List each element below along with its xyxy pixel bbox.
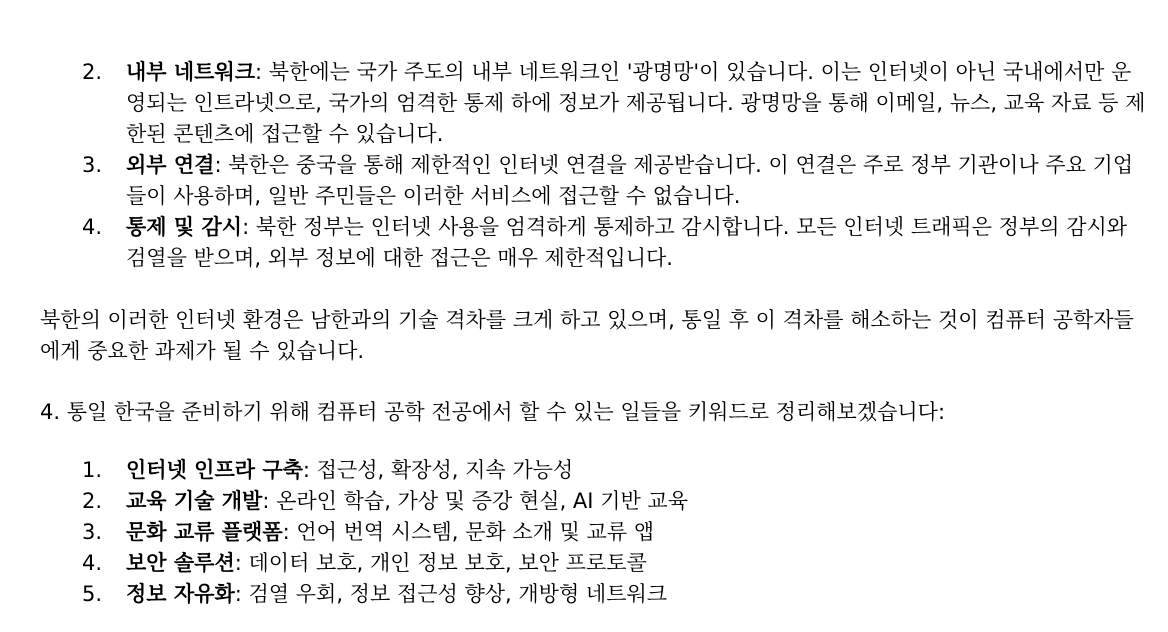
list-term: 보안 솔루션 [126, 551, 235, 575]
summary-paragraph: 북한의 이러한 인터넷 환경은 남한과의 기술 격차를 크게 하고 있으며, 통일 후 이 격차를 해소하는 것이 컴퓨터 공학자들에게 중요한 과제가 될 수 있습니다. [40, 308, 1134, 363]
list-number: 2. [82, 489, 103, 513]
list-number: 5. [82, 582, 103, 606]
list-text: : 데이터 보호, 개인 정보 보호, 보안 프로토콜 [234, 551, 647, 575]
list-term: 내부 네트워크 [126, 60, 256, 84]
list-term: 외부 연결 [126, 153, 215, 177]
list-number: 1. [82, 458, 103, 482]
list-number: 2. [82, 60, 103, 84]
list-number: 3. [82, 520, 103, 544]
list-term: 정보 자유화 [126, 582, 235, 606]
list-number: 4. [82, 215, 103, 239]
keyword-list [0, 455, 1168, 610]
list-item [0, 548, 1168, 579]
list-text: : 언어 번역 시스템, 문화 소개 및 교류 앱 [282, 520, 655, 544]
list-text: : 북한은 중국을 통해 제한적인 인터넷 연결을 제공받습니다. 이 연결은 주로 정부 기관이나 주요 기업들이 사용하며, 일반 주민들은 이러한 서비스에 접근할 수 없습니다. [126, 153, 1134, 208]
list-text: : 온라인 학습, 가상 및 증강 현실, AI 기반 교육 [262, 489, 688, 513]
list-text: : 검열 우회, 정보 접근성 향상, 개방형 네트워크 [234, 582, 668, 606]
list-text: : 접근성, 확장성, 지속 가능성 [302, 458, 574, 482]
list-text: : 북한 정부는 인터넷 사용을 엄격하게 통제하고 감시합니다. 모든 인터넷 트래픽은 정부의 감시와 검열을 받으며, 외부 정보에 대한 접근은 매우 제한적입니다. [126, 215, 1128, 270]
list-number: 4. [82, 551, 103, 575]
list-term: 문화 교류 플랫폼 [126, 520, 283, 544]
list-item [0, 212, 1168, 274]
list-item [0, 517, 1168, 548]
list-item [0, 486, 1168, 517]
section-intro-paragraph: 4. 통일 한국을 준비하기 위해 컴퓨터 공학 전공에서 할 수 있는 일들을 키워드로 정리해보겠습니다: [40, 400, 946, 424]
list-item [0, 579, 1168, 610]
list-item [0, 57, 1168, 150]
list-term: 통제 및 감시 [126, 215, 243, 239]
list-term: 교육 기술 개발 [126, 489, 263, 513]
list-number: 3. [82, 153, 103, 177]
north-korea-internet-list [0, 57, 1168, 274]
list-item [0, 150, 1168, 212]
list-item [0, 455, 1168, 486]
list-text: : 북한에는 국가 주도의 내부 네트워크인 '광명망'이 있습니다. 이는 인터넷이 아닌 국내에서만 운영되는 인트라넷으로, 국가의 엄격한 통제 하에 정보가 제공됩니다. 광명망을 통해 이메일, 뉴스, 교육 자료 등 제한된 콘텐츠에 접근할 수 있습니다. [126, 60, 1146, 146]
list-term: 인터넷 인프라 구축 [126, 458, 303, 482]
